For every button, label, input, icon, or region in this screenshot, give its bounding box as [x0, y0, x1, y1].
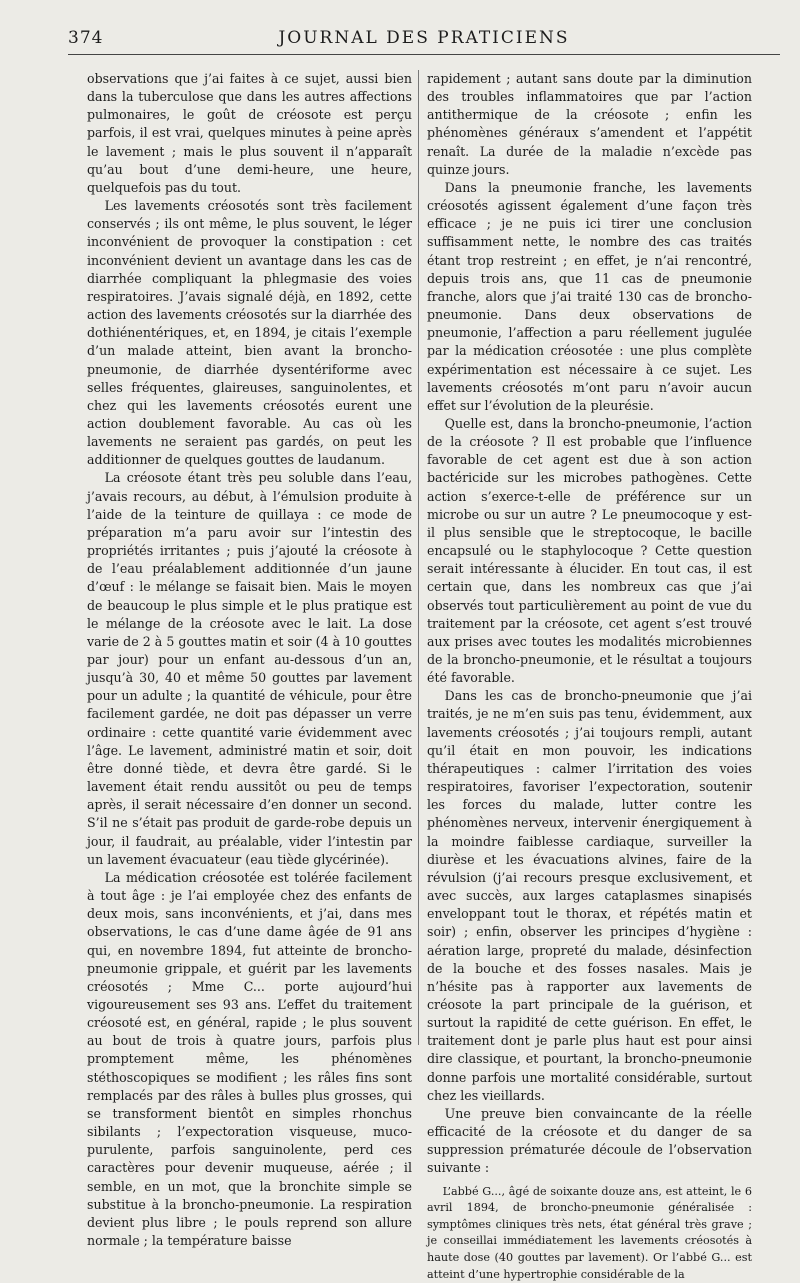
case-note: L’abbé G..., âgé de soixante douze ans, est atteint, le 6 avril 1894, de broncho-pneumonie généralisée : symptômes cliniques très nets, état général très grave ; je conseillai immédiatement les lavements créosotés à haute dose (40 gouttes par lavement). Or l’abbé G... est atteint d’une hypertrophie considérable de la [427, 1184, 752, 1281]
right-column [427, 70, 752, 1283]
paragraph: Les lavements créosotés sont très facilement conservés ; ils ont même, le plus souvent, le léger inconvénient de provoquer la constipation : cet inconvénient devient un avantage dans les cas de diarrhée compliquant la phlegmasie des voies respiratoires. J’avais signalé déjà, en 1892, cette action des lavements créosotés sur la diarrhée des dothiénentériques, et, en 1894, je citais l’exemple d’un malade atteint, bien avant la broncho-pneumonie, de diarrhée dysentériforme avec selles fréquentes, glaireuses, sanguinolentes, et chez qui les lavements créosotés eurent une action doublement favorable. Au cas où les lavements ne seraient pas gardés, on peut les additionner de quelques gouttes de laudanum. [87, 198, 412, 468]
page-header [68, 24, 780, 55]
paragraph: rapidement ; autant sans doute par la diminution des troubles inflammatoires que par l’action antithermique de la créosote ; enfin les phénomènes généraux s’amendent et l’appétit renaît. La durée de la maladie n’excède pas quinze jours. [427, 71, 752, 177]
running-title: JOURNAL DES PRATICIENS [278, 28, 570, 48]
paragraph: La médication créosotée est tolérée facilement à tout âge : je l’ai employée chez des enfants de deux mois, sans inconvénients, et j’ai, dans mes observations, le cas d’une dame âgée de 91 ans qui, en novembre 1894, fut atteinte de broncho-pneumonie grippale, et guérit par les lavements créosotés ; Mme C... porte aujourd’hui vigoureusement ses 93 ans. L’effet du traitement créosoté est, en général, rapide ; le plus souvent au bout de trois à quatre jours, parfois plus promptement même, les phénomènes stéthoscopiques se modifient ; les râles fins sont remplacés par des râles à bulles plus grosses, qui se transforment bientôt en simples rhonchus sibilants ; l’expectoration visqueuse, muco-purulente, parfois sanguinolente, perd ces caractères pour devenir muqueuse, aérée ; il semble, en un mot, que la bronchite simple se substitue à la broncho-pneumonie. La respiration devient plus libre ; le pouls reprend son allure normale ; la température baisse [87, 869, 412, 1248]
paragraph: Dans la pneumonie franche, les lavements créosotés agissent également d’une façon très efficace ; je ne puis ici tirer une conclusion suffisamment nette, le nombre des cas traités étant trop restreint ; en effet, je n’ai rencontré, depuis trois ans, que 11 cas de pneumonie franche, alors que j’ai traité 130 cas de broncho-pneumonie. Dans deux observations de pneumonie, l’affection a paru réellement jugulée par la médication créosotée : une plus complète expérimentation est nécessaire à ce sujet. Les lavements créosotés m’ont paru n’avoir aucun effet sur l’évolution de la pleurésie. [427, 179, 752, 413]
left-column [87, 70, 412, 1250]
column-divider [418, 70, 419, 1045]
page-number: 374 [68, 28, 104, 48]
paragraph: Une preuve bien convaincante de la réelle efficacité de la créosote et du danger de sa suppression prématurée découle de l’observation suivante : [427, 1105, 752, 1176]
paragraph: Dans les cas de broncho-pneumonie que j’ai traités, je ne m’en suis pas tenu, évidemment, aux lavements créosotés ; j’ai toujours rempli, autant qu’il était en mon pouvoir, les indications thérapeutiques : calmer l’irritation des voies respiratoires, favoriser l’expectoration, soutenir les forces du malade, lutter contre les phénomènes nerveux, intervenir énergiquement à la moindre faiblesse cardiaque, surveiller la diurèse et les évacuations alvines, faire de la révulsion (j’ai recours presque exclusivement, et avec succès, aux larges cataplasmes sinapisés enveloppant tout le thorax, et répétés matin et soir) ; enfin, observer les principes d’hygiène : aération large, propreté du malade, désinfection de la bouche et des fosses nasales. Mais je n’hésite pas à rapporter aux lavements de créosote la part principale de la guérison, et surtout la rapidité de cette guérison. En effet, le traitement dont je parle plus haut est pour ainsi dire classique, et pourtant, la broncho-pneumonie donne parfois une mortalité considérable, surtout chez les vieillards. [427, 688, 752, 1103]
paragraph: La créosote étant très peu soluble dans l’eau, j’avais recours, au début, à l’émulsion produite à l’aide de la teinture de quillaya : ce mode de préparation m’a paru avoir sur l’intestin des propriétés irritantes ; puis j’ajouté la créosote à de l’eau préalablement additionnée d’un jaune d’œuf : le mélange se faisait bien. Mais le moyen de beaucoup le plus simple et le plus pratique est le mélange de la créosote avec le lait. La dose varie de 2 à 5 gouttes matin et soir (4 à 10 gouttes par jour) pour un enfant au-dessous d’un an, jusqu’à 30, 40 et même 50 gouttes par lavement pour un adulte ; la quantité de véhicule, pour être facilement gardée, ne doit pas dépasser un verre ordinaire : cette quantité varie évidemment avec l’âge. Le lavement, administré matin et soir, doit être donné tiède, et devra être gardé. Si le lavement était rendu aussitôt ou peu de temps après, il serait nécessaire d’en donner un second. S’il ne s’était pas produit de garde-robe depuis un jour, il faudrait, au préalable, vider l’intestin par un lavement évacuateur (eau tiède glycérinée). [87, 470, 412, 867]
paragraph: Quelle est, dans la broncho-pneumonie, l’action de la créosote ? Il est probable que l’influence favorable de cet agent est due à son action bactéricide sur les microbes pathogènes. Cette action s’exerce-t-elle de préférence sur un microbe ou sur un autre ? Le pneumocoque y est-il plus sensible que le streptocoque, le bacille encapsulé ou le staphylocoque ? Cette question serait intéressante à élucider. En tout cas, il est certain que, dans les nombreux cas que j’ai observés tout particulièrement au point de vue du traitement par la créosote, cet agent s’est trouvé aux prises avec toutes les modalités microbiennes de la broncho-pneumonie, et le résultat a toujours été favorable. [427, 415, 752, 686]
paragraph: observations que j’ai faites à ce sujet, aussi bien dans la tuberculose que dans les autres affections pulmonaires, le goût de créosote est perçu parfois, il est vrai, quelques minutes à peine après le lavement ; mais le plus souvent il n’apparaît qu’au bout d’une demi-heure, une heure, quelquefois pas du tout. [87, 71, 412, 195]
